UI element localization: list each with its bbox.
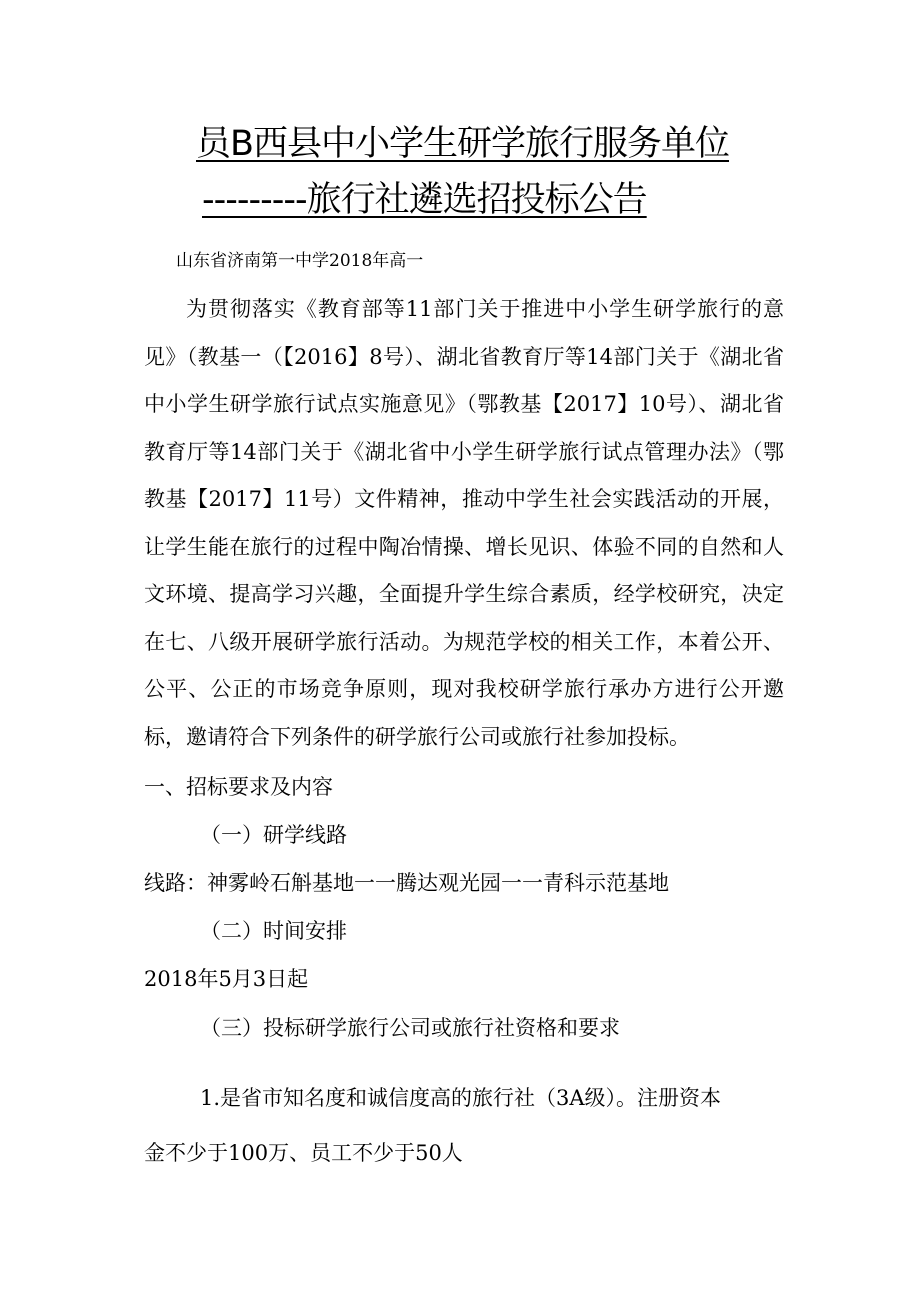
document-source: 山东省济南第一中学2018年高一	[176, 251, 424, 271]
subsection-3-heading: （三）投标研学旅行公司或旅行社资格和要求	[200, 1016, 620, 1040]
requirement-1-line-1: 1.是省市知名度和诚信度高的旅行社（3A级）。注册资本	[200, 1086, 722, 1110]
section-1-heading: 一、招标要求及内容	[144, 775, 333, 799]
route-text: 线路：神雾岭石斛基地一一腾达观光园一一青科示范基地	[144, 871, 669, 895]
schedule-text: 2018年5月3日起	[144, 967, 309, 991]
subsection-2-heading: （二）时间安排	[200, 919, 347, 943]
intro-paragraph: 为贯彻落实《教育部等11部门关于推进中小学生研学旅行的意见》（教基一（【2016】8号）、湖北省教育厅等14部门关于《湖北省中小学生研学旅行试点实施意见》（鄂教基【2017】10号）、湖北省教育厅等14部门关于《湖北省中小学生研学旅行试点管理办法》（鄂教基【2017】11号）文件精神，推动中学生社会实践活动的开展，让学生能在旅行的过程中陶冶情操、增长见识、体验不同的自然和人文环境、提高学习兴趣，全面提升学生综合素质，经学校研究，决定在七、八级开展研学旅行活动。为规范学校的相关工作，本着公开、公平、公正的市场竞争原则，现对我校研学旅行承办方进行公开邀标，邀请符合下列条件的研学旅行公司或旅行社参加投标。	[144, 297, 784, 749]
document-title-line-2: ---------旅行社遴选招投标公告	[202, 180, 647, 220]
document-title-line-1: 员B西县中小学生研学旅行服务单位	[196, 124, 730, 164]
requirement-1-line-2: 金不少于100万、员工不少于50人	[144, 1141, 463, 1165]
subsection-1-heading: （一）研学线路	[200, 823, 347, 847]
